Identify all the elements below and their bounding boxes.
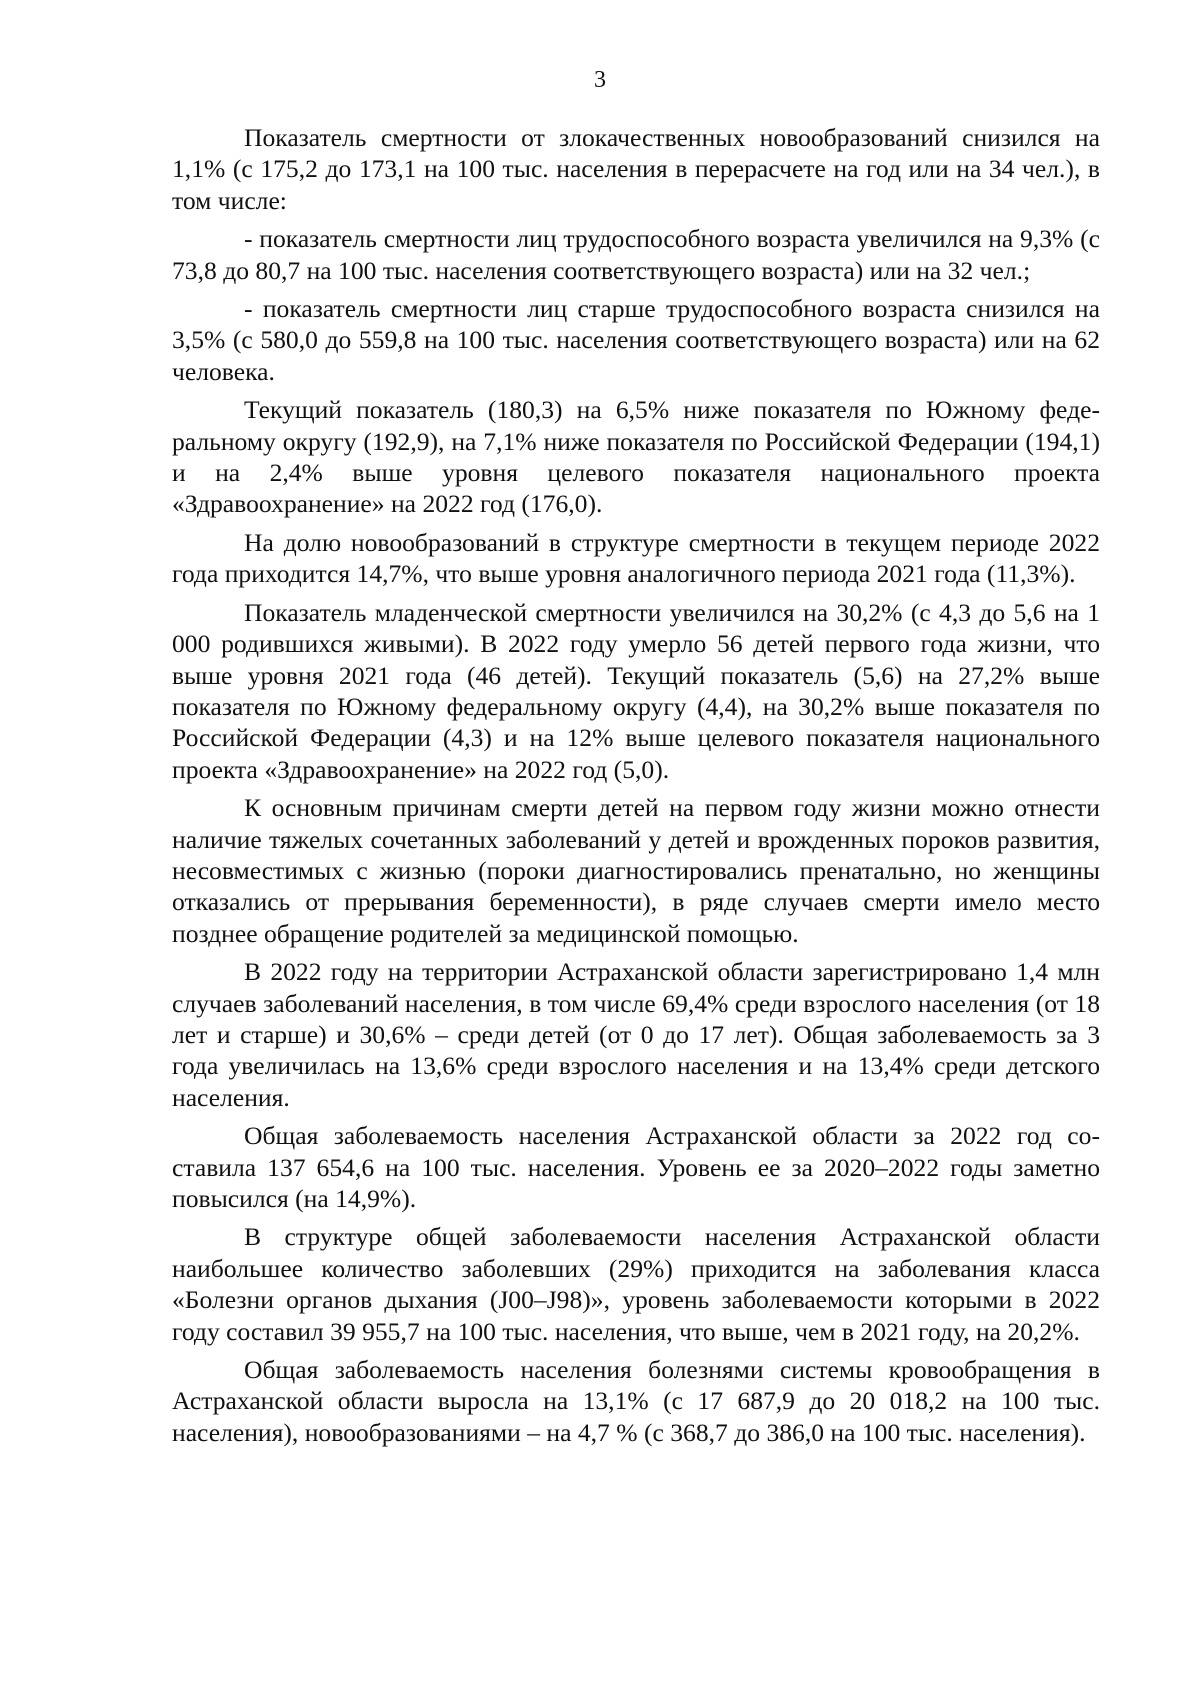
- paragraph-infant-mortality: Показатель младенческой смертности увеличился на 30,2% (с 4,3 до 5,6 на 1 000 родившихся живыми). В 2022 году умерло 56 детей первого года жизни, что выше уровня 2021 года (46 детей). Текущий показатель (5,6) на 27,2% выше показателя по Южному федеральному округу (4,4), на 30,2% выше показателя по Российской Федерации (4,3) и на 12% выше целевого показателя национального проекта «Здравоохранение» на 2022 год (5,0).: [172, 597, 1100, 784]
- paragraph-general-morbidity: Общая заболеваемость населения Астраханской области за 2022 год составила 137 654,6 на 100 тыс. населения. Уровень ее за 2020–2022 годы заметно повысился (на 14,9%).: [172, 1121, 1100, 1213]
- paragraph-older-age-mortality: - показатель смертности лиц старше трудоспособного возраста снизился на 3,5% (с 580,0 до 559,8 на 100 тыс. населения соответствующего возраста) или на 62 человека.: [172, 294, 1100, 386]
- paragraph-respiratory-diseases: В структуре общей заболеваемости населения Астраханской области наибольшее количество заболевших (29%) приходится на заболевания класса «Болезни органов дыхания (J00–J98)», уровень заболеваемости которыми в 2022 году составил 39 955,7 на 100 тыс. населения, что выше, чем в 2021 году, на 20,2%.: [172, 1222, 1100, 1346]
- document-body: [172, 122, 1100, 1455]
- paragraph-current-indicator-comparison: Текущий показатель (180,3) на 6,5% ниже показателя по Южному федеральному округу (192,9), на 7,1% ниже показателя по Российской Федерации (194,1) и на 2,4% выше уровня целевого показателя национального проекта «Здравоохранение» на 2022 год (176,0).: [172, 395, 1100, 519]
- paragraph-infant-death-causes: К основным причинам смерти детей на первом году жизни можно отнести наличие тяжелых сочетанных заболеваний у детей и врожденных пороков развития, несовместимых с жизнью (пороки диагностировались пренатально, но женщины отказались от прерывания беременности), в ряде случаев смерти имело место позднее обращение родителей за медицинской помощью.: [172, 793, 1100, 948]
- page-number: 3: [594, 67, 606, 93]
- paragraph-neoplasm-share: На долю новообразований в структуре смертности в текущем периоде 2022 года приходится 14,7%, что выше уровня аналогичного периода 2021 года (11,3%).: [172, 527, 1100, 589]
- paragraph-working-age-mortality: - показатель смертности лиц трудоспособного возраста увеличился на 9,3% (с 73,8 до 80,7 на 100 тыс. населения соответствующего возраста) или на 32 чел.;: [172, 224, 1100, 285]
- paragraph-oncology-mortality: Показатель смертности от злокачественных новообразований снизился на 1,1% (с 175,2 до 173,1 на 100 тыс. населения в перерасчете на год или на 34 чел.), в том числе:: [172, 123, 1100, 215]
- paragraph-registered-diseases: В 2022 году на территории Астраханской области зарегистрировано 1,4 млн случаев заболеваний населения, в том числе 69,4% среди взрослого населения (от 18 лет и старше) и 30,6% – среди детей (от 0 до 17 лет). Общая заболеваемость за 3 года увеличилась на 13,6% среди взрослого населения и на 13,4% среди детского населения.: [172, 957, 1100, 1112]
- paragraph-circulatory-diseases: Общая заболеваемость населения болезнями системы кровообращения в Астраханской области выросла на 13,1% (с 17 687,9 до 20 018,2 на 100 тыс. населения), новообразованиями – на 4,7 % (с 368,7 до 386,0 на 100 тыс. населения).: [172, 1355, 1100, 1447]
